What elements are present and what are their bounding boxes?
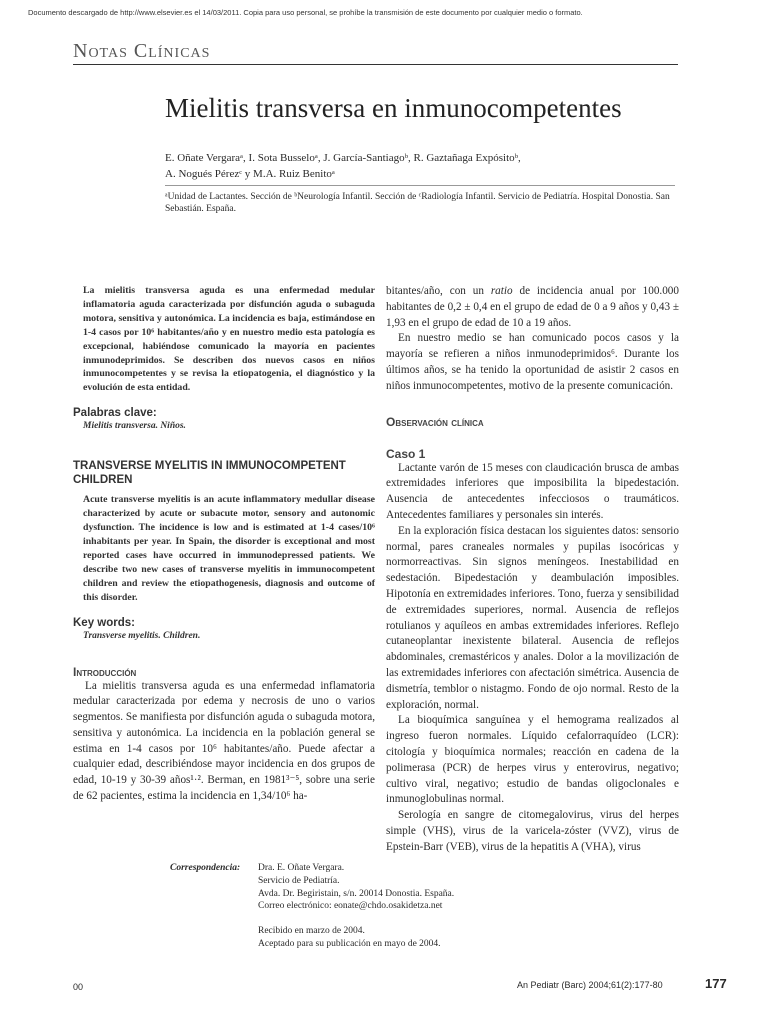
case-paragraph-1: Lactante varón de 15 meses con claudicación brusca de ambas extremidades inferiores que imposibilita la bipedestación. Ausencia de antecedentes infecciosos o traumáticos. Antecedentes familiares y personales sin interés. (386, 461, 679, 521)
correspondence-name: Dra. E. Oñate Vergara. (258, 863, 345, 873)
affiliations: ᵃUnidad de Lactantes. Sección de ᵇNeurología Infantil. Sección de ᶜRadiología Infantil. Servicio de Pediatría. Hospital Donostia. San Sebastián. España. (165, 192, 670, 214)
keywords-spanish-heading: Palabras clave: (73, 407, 157, 420)
section-heading: Notas Clínicas (73, 40, 211, 62)
received-date: Recibido en marzo de 2004. (258, 926, 365, 937)
page-number: 177 (705, 976, 727, 991)
article-title: Mielitis transversa en inmunocompetentes (165, 93, 622, 123)
case-1-heading: Caso 1 (386, 446, 426, 461)
case-paragraph-3: La bioquímica sanguínea y el hemograma realizados al ingreso fueron normales. Líquido cefalorraquídeo (LCR): citología y bioquímica normales; reacción en cadena de la polimerasa (PCR) de herpes virus y enterovirus, negativo; cultivo viral, negativo; estudio de bandas oligoclonales e inmunoglobulinas normal. (386, 714, 679, 806)
ratio-term: ratio (490, 285, 513, 297)
keywords-spanish: Mielitis transversa. Niños. (83, 421, 186, 432)
correspondence-department: Servicio de Pediatría. (258, 875, 340, 886)
correspondence-email: Correo electrónico: eonate@chdo.osakidetza.net (258, 901, 443, 912)
accepted-date: Aceptado para su publicación en mayo de 2004. (258, 938, 441, 949)
keywords-english: Transverse myelitis. Children. (83, 630, 201, 641)
authors-line-2: A. Nogués Pérezᶜ y M.A. Ruiz Benitoᵃ (165, 168, 335, 180)
correspondence-label: Correspondencia: (170, 863, 241, 873)
right-column (386, 284, 679, 856)
right-p1-start: bitantes/año, con un (386, 285, 491, 297)
abstract-english: Acute transverse myelitis is an acute inflammatory medullar disease characterized by acute or subacute motor, sensory and autonomic dysfunction. The incidence is low and is estimated at 1-4 cases/10⁶ inhabitants per year. In Spain, the disorder is exceptional and most reported cases have occurred in immunodepressed patients. We describe two new cases of transverse myelitis in immunocompetent children and review the etiopathogenesis, diagnosis and outcome of this disorder. (83, 494, 375, 603)
journal-citation: An Pediatr (Barc) 2004;61(2):177-80 (517, 980, 663, 990)
intro-heading: Introducción (73, 664, 137, 679)
right-p1-end: de incidencia anual por 100.000 habitantes de 0,2 ± 0,4 en el grupo de edad de 0 a 9 años y 0,43 ± 1,93 en el grupo de edad de 10 a 19 años. (386, 285, 679, 329)
case-paragraph-2: En la exploración física destacan los siguientes datos: sensorio normal, pares craneales normales y pupilas isocóricas y normorreactivas. Sin signos meníngeos. Inestabilidad en sedestación. Bipedestación y deambulación imposibles. Hipotonía en extremidades inferiores. Tono, fuerza y sensibilidad de extremidades superiores, normal. Ausencia de reflejos rotulianos y aquíleos en ambas extremidades inferiores. Reflejo cutaneoplantar inexistente bilateral. Ausencia de reflejos abdominales, cremastéricos y anales. Dolor a la movilización de las extremidades inferiores con afectación simétrica. Ausencia de dismetría, temblor o nistagmo. Fondo de ojo normal. Resto de la exploración, normal. (386, 524, 679, 711)
abstract-spanish: La mielitis transversa aguda es una enfermedad medular inflamatoria aguda caracterizada por disfunción aguda o subaguda motora, sensitiva y autonómica. La incidencia es baja, estimándose en 1-4 casos por 10⁶ habitantes/año y en nuestro medio esta patología es excepcional, habiéndose comunicado la mayoría en pacientes inmunodeprimidos. Se describen dos nuevos casos en niños inmunocompetentes y se revisa la etiopatogenia, el diagnóstico y la evolución de esta entidad. (83, 285, 375, 394)
download-notice: Documento descargado de http://www.elsevier.es el 14/03/2011. Copia para uso personal, se prohíbe la transmisión de este documento por cualquier medio o formato. (28, 8, 583, 17)
observation-heading: Observación clínica (386, 414, 484, 429)
authors-line-1: E. Oñate Vergaraᵃ, I. Sota Busseloᵃ, J. García-Santiagoᵇ, R. Gaztañaga Expósitoᵇ, (165, 152, 521, 164)
author-list (165, 150, 675, 182)
intro-paragraph: La mielitis transversa aguda es una enfermedad inflamatoria medular caracterizada por edema y necrosis de uno o varios segmentos. Se manifiesta por disfunción aguda o subaguda motora, sensitiva y autonómica. La incidencia en la población general se estima en 1-4 casos por 10⁶ habitantes/año. Puede afectar a cualquier edad, describiéndose mayor incidencia en dos grupos de edad, 10-19 y 30-39 años¹·². Berman, en 1981³⁻⁵, sobre una serie de 62 pacientes, estima la incidencia en 1,34/10⁶ ha- (73, 679, 375, 803)
english-title: TRANSVERSE MYELITIS IN IMMUNOCOMPETENT CHILDREN (73, 460, 346, 487)
correspondence-details (258, 862, 558, 951)
affiliation-rule (165, 185, 675, 186)
correspondence-address: Avda. Dr. Begiristain, s/n. 20014 Donostia. España. (258, 888, 455, 899)
keywords-english-heading: Key words: (73, 616, 135, 629)
page-code: 00 (73, 982, 84, 992)
right-paragraph-1 (386, 284, 679, 331)
case-paragraph-4: Serología en sangre de citomegalovirus, virus del herpes simple (VHS), virus de la varicela-zóster (VVZ), virus de Epstein-Barr (VEB), virus de la hepatitis A (VHA), virus (386, 809, 679, 853)
left-column (73, 284, 375, 805)
section-rule (73, 64, 678, 65)
right-paragraph-2: En nuestro medio se han comunicado pocos casos y la mayoría se refieren a niños inmunodeprimidos⁶. Durante los últimos años, se ha tenido la oportunidad de asistir 2 casos en niños inmunocompetentes, motivo de la presente comunicación. (386, 332, 679, 392)
